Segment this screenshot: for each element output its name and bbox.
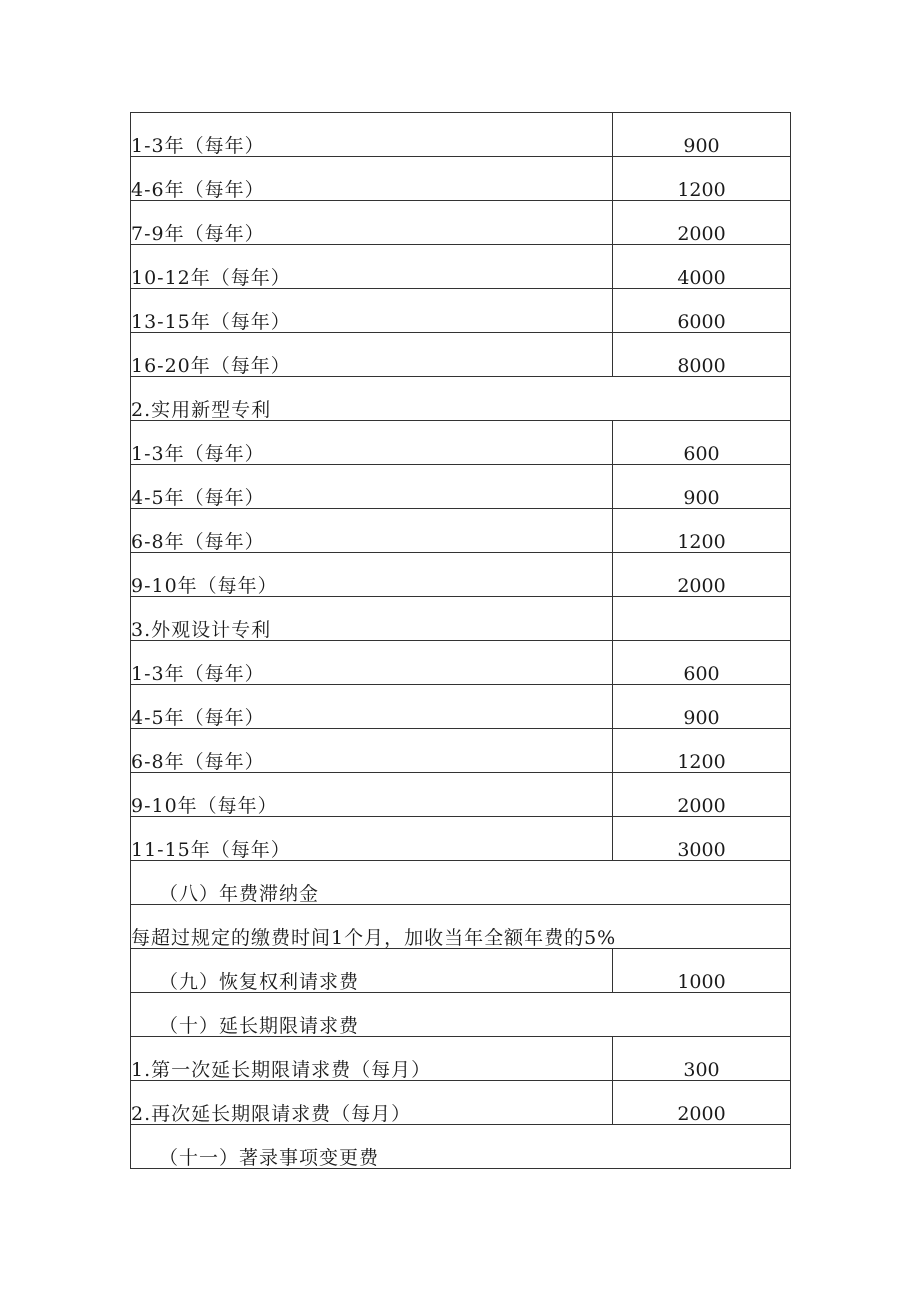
table-row — [131, 641, 791, 685]
fee-amount: 6000 — [613, 289, 791, 333]
table-row — [131, 377, 791, 421]
table-row — [131, 1081, 791, 1125]
table-row — [131, 817, 791, 861]
table-row — [131, 773, 791, 817]
fee-item-label: 4-5年（每年） — [131, 685, 613, 729]
fee-item-label: 1-3年（每年） — [131, 113, 613, 157]
fee-amount: 2000 — [613, 1081, 791, 1125]
fee-item-label: 16-20年（每年） — [131, 333, 613, 377]
fee-amount: 3000 — [613, 817, 791, 861]
fee-item-label: 9-10年（每年） — [131, 553, 613, 597]
fee-item-label: 6-8年（每年） — [131, 509, 613, 553]
fee-amount: 2000 — [613, 201, 791, 245]
table-row — [131, 465, 791, 509]
fee-item-label: 1-3年（每年） — [131, 421, 613, 465]
fee-item-label: 2.实用新型专利 — [131, 377, 791, 421]
fee-item-label: （十）延长期限请求费 — [131, 993, 791, 1037]
fee-item-label: 11-15年（每年） — [131, 817, 613, 861]
fee-item-label: 每超过规定的缴费时间1个月，加收当年全额年费的5% — [131, 905, 791, 949]
fee-item-label: 13-15年（每年） — [131, 289, 613, 333]
fee-amount: 600 — [613, 641, 791, 685]
fee-item-label: 4-5年（每年） — [131, 465, 613, 509]
table-row — [131, 685, 791, 729]
fee-amount: 900 — [613, 465, 791, 509]
table-row — [131, 509, 791, 553]
table-row — [131, 861, 791, 905]
fee-item-label: 2.再次延长期限请求费（每月） — [131, 1081, 613, 1125]
table-row — [131, 421, 791, 465]
fee-item-label: 1-3年（每年） — [131, 641, 613, 685]
fee-item-label: 7-9年（每年） — [131, 201, 613, 245]
table-row — [131, 333, 791, 377]
fee-amount: 600 — [613, 421, 791, 465]
table-row — [131, 597, 791, 641]
fee-table-body — [131, 113, 791, 1169]
fee-amount: 900 — [613, 685, 791, 729]
fee-amount: 900 — [613, 113, 791, 157]
table-row — [131, 905, 791, 949]
fee-item-label: （八）年费滞纳金 — [131, 861, 791, 905]
fee-item-label: 9-10年（每年） — [131, 773, 613, 817]
fee-amount: 4000 — [613, 245, 791, 289]
fee-amount: 300 — [613, 1037, 791, 1081]
table-row — [131, 949, 791, 993]
fee-item-label: 4-6年（每年） — [131, 157, 613, 201]
fee-amount: 2000 — [613, 553, 791, 597]
fee-item-label: （九）恢复权利请求费 — [131, 949, 613, 993]
table-row — [131, 729, 791, 773]
fee-item-label: 3.外观设计专利 — [131, 597, 613, 641]
table-row — [131, 201, 791, 245]
fee-amount: 2000 — [613, 773, 791, 817]
table-row — [131, 993, 791, 1037]
fee-table — [130, 112, 791, 1169]
table-row — [131, 157, 791, 201]
fee-amount: 1200 — [613, 509, 791, 553]
fee-amount — [613, 597, 791, 641]
table-row — [131, 289, 791, 333]
fee-amount: 1000 — [613, 949, 791, 993]
table-row — [131, 553, 791, 597]
fee-amount: 8000 — [613, 333, 791, 377]
table-row — [131, 1125, 791, 1169]
fee-item-label: 6-8年（每年） — [131, 729, 613, 773]
table-row — [131, 113, 791, 157]
table-row — [131, 1037, 791, 1081]
fee-item-label: 1.第一次延长期限请求费（每月） — [131, 1037, 613, 1081]
fee-item-label: 10-12年（每年） — [131, 245, 613, 289]
fee-amount: 1200 — [613, 157, 791, 201]
fee-amount: 1200 — [613, 729, 791, 773]
table-row — [131, 245, 791, 289]
fee-item-label: （十一）著录事项变更费 — [131, 1125, 791, 1169]
